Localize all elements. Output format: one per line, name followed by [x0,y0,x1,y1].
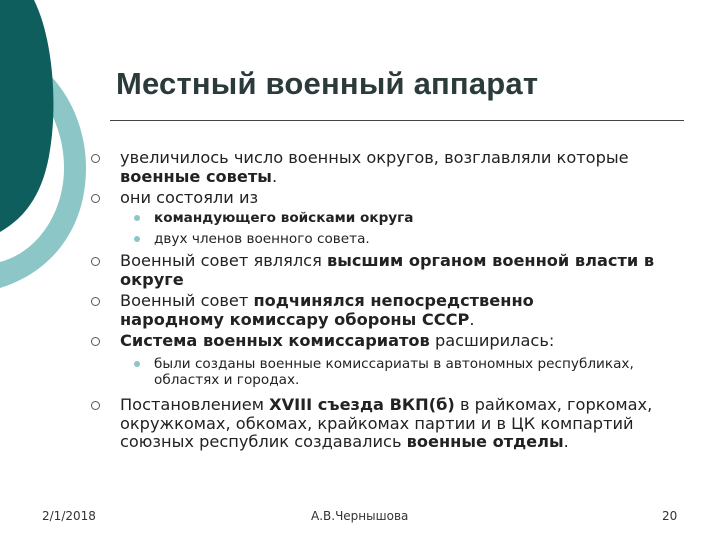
bullet-period: . [563,432,569,451]
round-bullet-icon [134,236,140,242]
bullet-text: Военный совет являлся [120,251,327,270]
bullet-text: они состояли из [120,188,259,207]
bullet-bold: высшим органом военной власти в округе [120,251,655,289]
sub-bullet-council-members [154,231,634,247]
bullet-commissariats [120,332,660,351]
hollow-bullet-icon [91,194,100,203]
hollow-bullet-icon [91,297,100,306]
hollow-bullet-icon [91,154,100,163]
sub-bullet-text: двух членов военного совета. [154,231,370,247]
bullet-tail: . [271,166,278,186]
bullet-military-districts [120,149,640,186]
footer-author: А.В.Чернышова [311,509,409,523]
bullet-party-congress-resolution [120,396,680,452]
bullet-subordination [120,292,620,329]
hollow-bullet-icon [91,401,100,410]
bullet-highest-authority [120,252,660,289]
footer-page-number: 20 [662,509,678,523]
bullet-consisted-of [120,189,640,208]
bullet-text: Военный совет [120,291,254,310]
hollow-bullet-icon [91,337,100,346]
slide-title: Местный военный аппарат [116,66,539,101]
hollow-bullet-icon [91,257,100,266]
bullet-bold: XVIII съезда ВКП(б) [269,395,455,414]
round-bullet-icon [134,361,140,367]
bullet-text: увеличилось число военных округов, возглавляли которые [120,148,629,167]
round-bullet-icon [134,215,140,221]
sub-bullet-text: были созданы военные комиссариаты в автономных республиках, областях и городах. [154,356,634,388]
decorative-shapes [0,0,90,300]
bullet-bold-end: военные отделы [406,432,564,451]
bullet-tail: в райкомах, горкомах, окружкомах, обкомах, крайкомах партии и в ЦК компартий союзных республик создавались [120,395,653,451]
sub-bullet-commander [154,210,634,226]
bullet-bold: Система военных комиссариатов [120,331,430,350]
bullet-bold: подчинялся непосредственно народному комиссару обороны СССР [120,291,534,329]
bullet-tail: расширилась: [429,331,555,350]
sub-bullet-commissariats-created [154,356,634,388]
footer-date: 2/1/2018 [42,509,96,523]
sub-bullet-text: командующего войсками округа [154,210,414,226]
bullet-bold: военные советы [120,166,272,186]
bullet-tail: . [469,309,475,329]
bullet-text: Постановлением [120,395,270,414]
title-divider [110,120,684,121]
